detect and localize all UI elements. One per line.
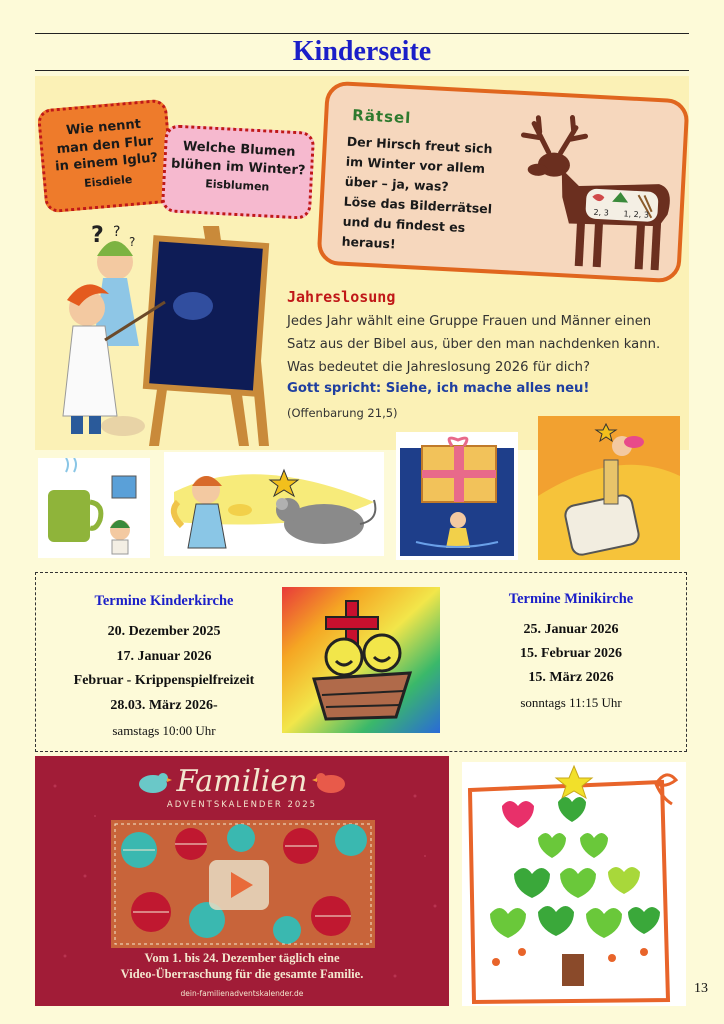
page-title: Kinderseite bbox=[292, 36, 432, 67]
svg-text:?: ? bbox=[113, 224, 121, 240]
advent-calendar-banner bbox=[35, 756, 449, 1006]
riddle-bubble-blumen bbox=[161, 124, 315, 220]
deer-picture-puzzle bbox=[504, 110, 682, 279]
advent-description-line: Vom 1. bis 24. Dezember täglich eine bbox=[144, 951, 340, 965]
raetsel-title: Rätsel bbox=[351, 106, 412, 128]
riddle-iglu-line: in einem Iglu? bbox=[54, 150, 159, 175]
raetsel-line: und du findest es heraus! bbox=[341, 213, 466, 252]
svg-text:?: ? bbox=[129, 235, 136, 249]
kinderkirche-time: samstags 10:00 Uhr bbox=[112, 723, 216, 738]
jahreslosung-quote: Gott spricht: Siehe, ich mache alles neu! bbox=[287, 381, 590, 396]
riddle-blumen-answer: Eisblumen bbox=[204, 177, 270, 194]
jahreslosung-text bbox=[287, 310, 687, 379]
termine-box bbox=[35, 572, 687, 752]
jahreslosung-line: Jedes Jahr wählt eine Gruppe Frauen und Männer einen bbox=[287, 314, 652, 329]
gift-and-angel-illustration bbox=[396, 432, 518, 560]
minikirche-time: sonntags 11:15 Uhr bbox=[520, 695, 622, 710]
raetsel-box bbox=[316, 81, 689, 284]
play-button-icon[interactable] bbox=[209, 860, 269, 910]
kinderkirche-logo bbox=[282, 587, 440, 733]
kinderkirche-dates bbox=[44, 593, 284, 744]
kinderkirche-date: 28.03. März 2026- bbox=[110, 697, 218, 713]
kinderkirche-date: 17. Januar 2026 bbox=[116, 648, 212, 664]
jahreslosung-title: Jahreslosung bbox=[287, 288, 396, 306]
advent-description-line: Video-Überraschung für die gesamte Familie. bbox=[120, 967, 364, 981]
title-underline bbox=[35, 70, 689, 71]
advent-title: Familien bbox=[176, 764, 308, 799]
deer-label-left: 2, 3 bbox=[593, 207, 610, 218]
minikirche-date: 25. Januar 2026 bbox=[523, 622, 619, 637]
raetsel-line: Der Hirsch freut sich bbox=[346, 133, 493, 157]
kids-painting-illustration bbox=[43, 216, 289, 448]
raetsel-line: Löse das Bilderrätsel bbox=[343, 193, 493, 217]
christmas-tree-drawing bbox=[462, 762, 686, 1006]
riddle-bubble-iglu bbox=[37, 99, 176, 214]
kinderseite-top-panel bbox=[35, 76, 689, 450]
jahreslosung-line: Satz aus der Bibel aus, über den man nachdenken kann. bbox=[287, 337, 661, 352]
mug-and-child-illustration bbox=[38, 458, 150, 558]
minikirche-date: 15. Februar 2026 bbox=[519, 646, 622, 661]
advent-url-link[interactable]: dein-familienadventskalender.de bbox=[180, 989, 304, 998]
minikirche-heading: Termine Minikirche bbox=[508, 591, 634, 607]
kinderkirche-heading: Termine Kinderkirche bbox=[94, 593, 234, 609]
toaster-and-angel-illustration bbox=[538, 416, 680, 560]
riddle-blumen-line: blühen im Winter? bbox=[170, 156, 306, 179]
riddle-iglu-answer: Eisdiele bbox=[83, 172, 133, 190]
advent-description bbox=[35, 950, 449, 982]
kinderkirche-date: 20. Dezember 2025 bbox=[107, 624, 221, 639]
riddle-iglu-line: man den Flur bbox=[56, 133, 155, 157]
advent-subtitle: ADVENTSKALENDER 2025 bbox=[166, 800, 318, 810]
page-number: 13 bbox=[694, 981, 708, 996]
top-rule bbox=[35, 33, 689, 34]
jahreslosung-reference: (Offenbarung 21,5) bbox=[287, 406, 398, 420]
riddle-blumen-line: Welche Blumen bbox=[182, 139, 296, 160]
jahreslosung-line: Was bedeutet die Jahreslosung 2026 für dich? bbox=[287, 360, 590, 375]
svg-text:?: ? bbox=[91, 223, 104, 248]
raetsel-line: über – ja, was? bbox=[344, 173, 450, 195]
minikirche-date: 15. März 2026 bbox=[528, 670, 614, 685]
raetsel-line: im Winter vor allem bbox=[345, 153, 486, 177]
kinderkirche-date: Februar - Krippenspielfreizeit bbox=[73, 673, 255, 688]
raetsel-text bbox=[341, 132, 527, 261]
minikirche-dates bbox=[456, 591, 686, 716]
riddle-iglu-line: Wie nennt bbox=[65, 116, 142, 139]
deer-label-right: 1, 2, 3 bbox=[623, 209, 650, 220]
angel-and-mouse-illustration bbox=[164, 452, 384, 556]
